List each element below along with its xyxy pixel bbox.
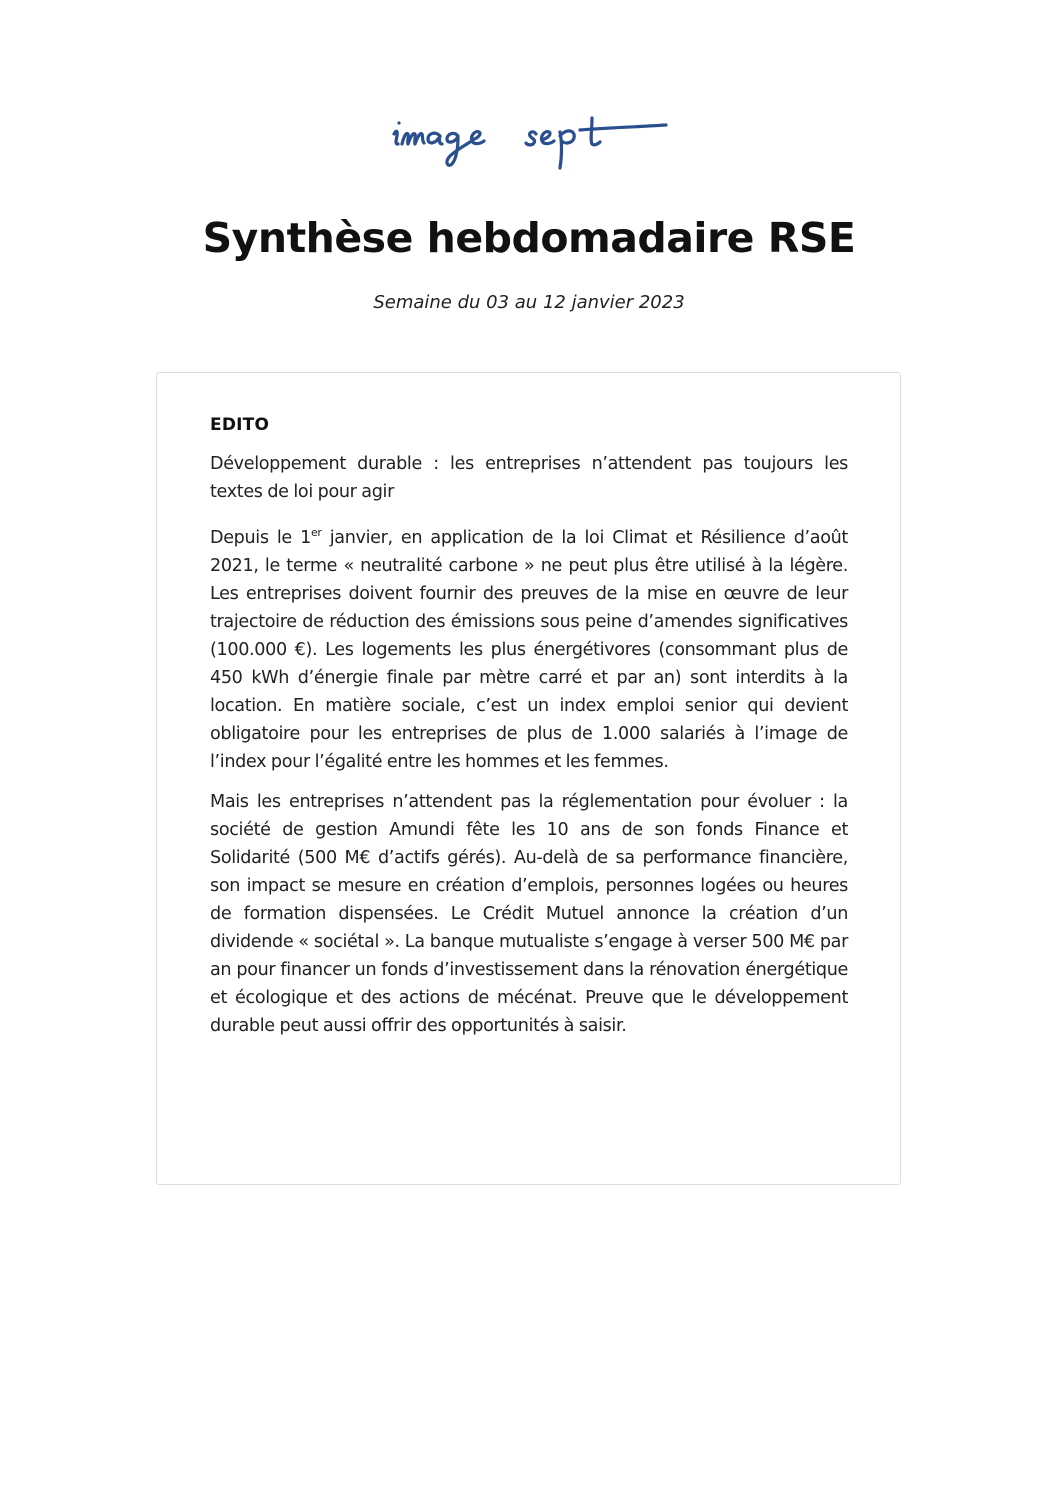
week-range-subtitle: Semaine du 03 au 12 janvier 2023 xyxy=(373,292,685,313)
edito-paragraph-1 xyxy=(210,524,848,776)
paragraph-1-start: Depuis le 1 xyxy=(210,528,311,548)
edito-paragraph-2: Mais les entreprises n’attendent pas la réglementation pour évoluer : la société de gestion Amundi fête les 10 ans de son fonds Finance et Solidarité (500 M€ d’actifs gérés). Au-delà de sa performance financière, son impact se mesure en création d’emplois, personnes logées ou heures de formation dispensées. Le Crédit Mutuel annonce la création d’un dividende « sociétal ». La banque mutualiste s’engage à verser 500 M€ par an pour financer un fonds d’investissement dans la rénovation énergétique et écologique et des actions de mécénat. Preuve que le développement durable peut aussi offrir des opportunités à saisir. xyxy=(210,792,848,1036)
signature-logo-icon xyxy=(384,108,674,176)
edito-content xyxy=(210,415,848,1052)
brand-logo xyxy=(384,108,674,176)
paragraph-1-rest: janvier, en application de la loi Climat et Résilience d’août 2021, le terme « neutralité carbone » ne peut plus être utilisé à la légère. Les entreprises doivent fournir des preuves de la mise en œuvre de leur trajectoire de réduction des émissions sous peine d’amendes significatives (100.000 €). Les logements les plus énergétivores (consommant plus de 450 kWh d’énergie finale par mètre carré et par an) sont interdits à la location. En matière sociale, c’est un index emploi senior qui devient obligatoire pour les entreprises de plus de 1.000 salariés à l’image de l’index pour l’égalité entre les hommes et les femmes. xyxy=(210,528,848,772)
edito-card xyxy=(156,372,901,1185)
ordinal-suffix: er xyxy=(310,526,322,539)
edito-headline: Développement durable : les entreprises n’attendent pas toujours les textes de loi pour agir xyxy=(210,454,848,502)
page-title: Synthèse hebdomadaire RSE xyxy=(202,214,856,262)
edito-label: EDITO xyxy=(210,415,270,435)
